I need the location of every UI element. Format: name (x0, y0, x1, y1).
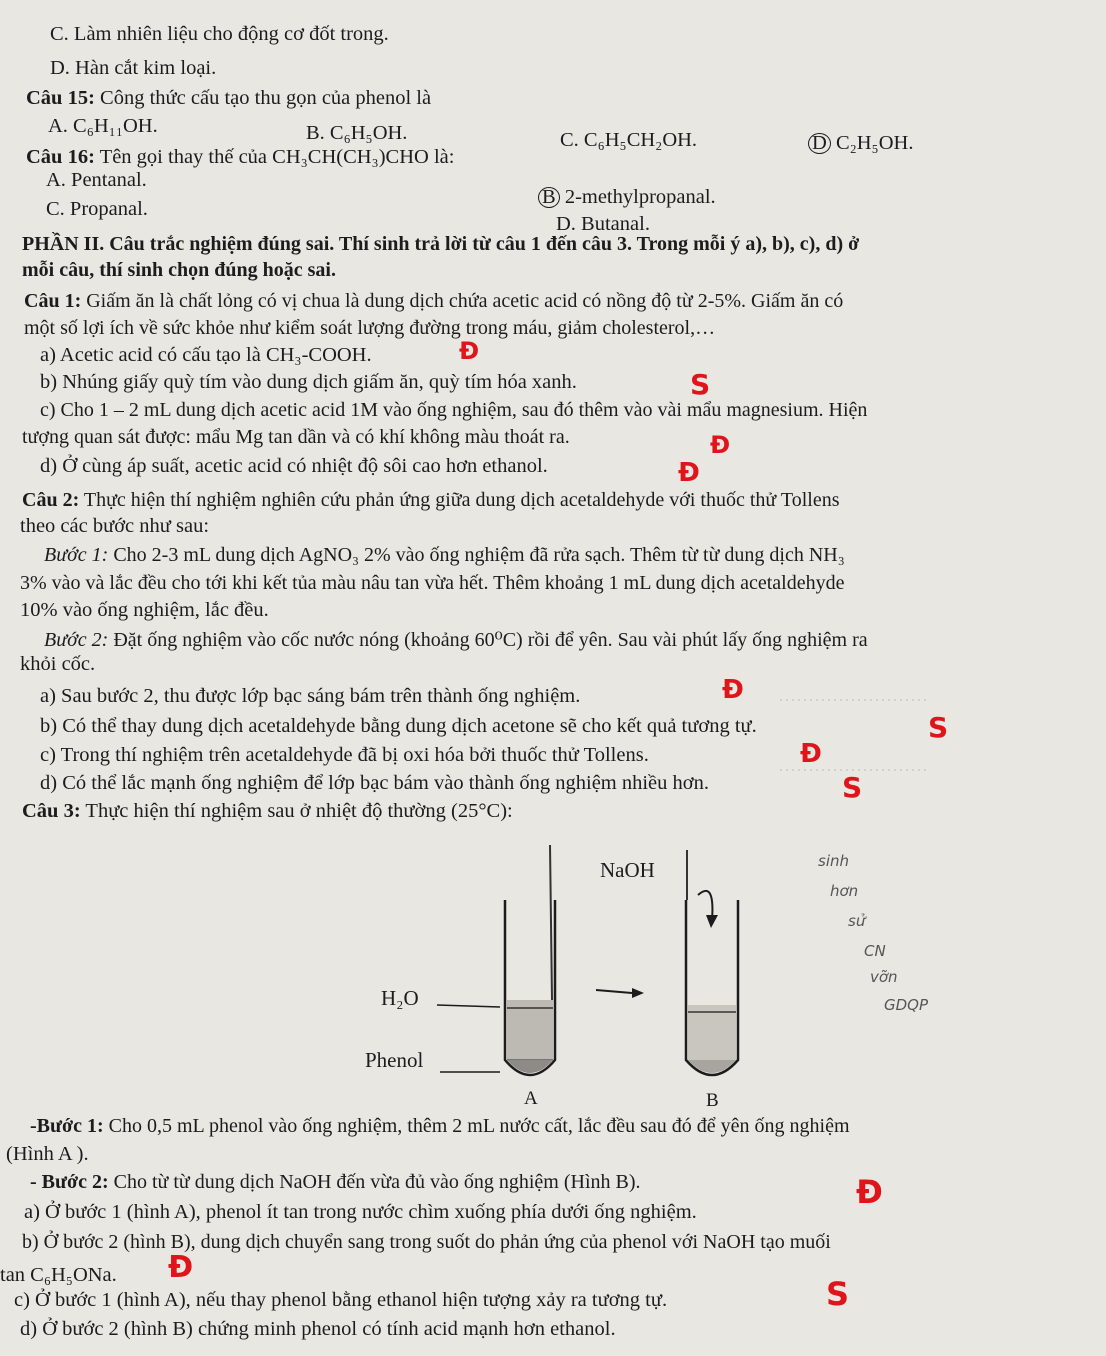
tube-b-liquid (688, 1005, 736, 1060)
phenol-label: Phenol (365, 1048, 424, 1072)
q15-d-circled: D (808, 133, 831, 154)
option-d-line: D. Hàn cắt kim loại. (50, 57, 217, 79)
c2-statement-a: a) Sau bước 2, thu được lớp bạc sáng bám trên thành ống nghiệm. (40, 685, 581, 707)
tube-a-liquid (507, 1000, 553, 1060)
mark-c1b: S (690, 368, 711, 401)
c3-step-2-text: Cho từ từ dung dịch NaOH đến vừa đủ vào ống nghiệm (Hình B). (108, 1171, 641, 1193)
c3-text: Thực hiện thí nghiệm sau ở nhiệt độ thường (25°C): (80, 800, 513, 822)
c3-statement-b-cont: tan C₆H₅ONa. (0, 1264, 117, 1286)
margin-note-2: hơn (830, 882, 859, 900)
c1-statement-a: a) Acetic acid có cấu tạo là CH₃-COOH. (40, 344, 372, 366)
q15-option-b: B. C₆H₅OH. (306, 122, 408, 144)
mark-c1c: Đ (710, 431, 731, 459)
q16-b-circled: B (538, 187, 560, 208)
q15-option-c: C. C₆H₅CH₂OH. (560, 129, 698, 151)
mark-c2b: S (928, 711, 949, 744)
tube-b (686, 850, 738, 1075)
mark-c1a: Đ (459, 337, 480, 365)
margin-note-6: GDQP (884, 996, 929, 1014)
c3-statement-a: a) Ở bước 1 (hình A), phenol ít tan trong nước chìm xuống phía dưới ống nghiệm. (24, 1201, 697, 1223)
c1-label: Câu 1: (24, 290, 82, 312)
tube-a-label: A (524, 1088, 538, 1109)
c1-stem-cont: một số lợi ích về sức khỏe như kiểm soát lượng đường trong máu, giảm cholesterol,… (24, 317, 716, 339)
margin-note-5: vỡn (870, 968, 898, 986)
c2-statement-d: d) Có thể lắc mạnh ống nghiệm để lớp bạc bám vào thành ống nghiệm nhiều hơn. (40, 772, 709, 794)
mark-c3b: Đ (168, 1250, 194, 1285)
mark-c3c: S (826, 1275, 850, 1313)
c3-step-1-label: -Bước 1: (30, 1115, 104, 1137)
step-1-cont-2: 10% vào ống nghiệm, lắc đều. (20, 599, 269, 621)
c3-statement-d: d) Ở bước 2 (hình B) chứng minh phenol có tính acid mạnh hơn ethanol. (20, 1318, 616, 1340)
c3-step-1 (30, 1114, 850, 1138)
mark-c3a: Đ (856, 1173, 883, 1211)
q15-d-text: C₂H₅OH. (835, 132, 914, 154)
c1-statement-d: d) Ở cùng áp suất, acetic acid có nhiệt độ sôi cao hơn ethanol. (40, 455, 548, 477)
c3-step-1-cont: (Hình A ). (6, 1143, 89, 1165)
mark-c2a: Đ (722, 675, 744, 705)
mark-c1d: Đ (678, 458, 700, 488)
step-2-text: Đặt ống nghiệm vào cốc nước nóng (khoảng 60⁰C) rồi để yên. Sau vài phút lấy ống nghiệm ra (108, 629, 868, 651)
h2o-label: H₂O (381, 986, 419, 1010)
naoh-label: NaOH (600, 858, 655, 882)
part2-heading: PHẦN II. Câu trắc nghiệm đúng sai. Thí sinh trả lời từ câu 1 đến câu 3. Trong mỗi ý a), b), c), d) ở (22, 233, 860, 255)
step-2-label: Bước 2: (44, 629, 109, 651)
c1-statement-c: c) Cho 1 – 2 mL dung dịch acetic acid 1M vào ống nghiệm, sau đó thêm vào vài mẩu magnesium. Hiện (40, 399, 868, 421)
question-16-text: Tên gọi thay thế của CH₃CH(CH₃)CHO là: (94, 146, 455, 168)
reaction-arrow (596, 990, 632, 993)
tube-a (505, 845, 555, 1075)
c2-stem-cont: theo các bước như sau: (20, 515, 210, 537)
question-15-label: Câu 15: (26, 87, 95, 109)
q16-b-text: 2-methylpropanal. (564, 186, 716, 208)
c2-statement-c: c) Trong thí nghiệm trên acetaldehyde đã bị oxi hóa bởi thuốc thử Tollens. (40, 744, 649, 766)
c1-statement-b: b) Nhúng giấy quỳ tím vào dung dịch giấm ăn, quỳ tím hóa xanh. (40, 371, 577, 393)
question-16-label: Câu 16: (26, 146, 95, 168)
c3-step-2-label: - Bước 2: (30, 1171, 109, 1193)
margin-note-3: sử (848, 912, 866, 930)
step-1-cont: 3% vào và lắc đều cho tới khi kết tủa màu nâu tan vừa hết. Thêm khoảng 1 mL dung dịch acetaldehyde (20, 572, 845, 594)
option-c-line: C. Làm nhiên liệu cho động cơ đốt trong. (50, 23, 389, 45)
mark-c2c: Đ (800, 739, 822, 769)
c3-step-2 (30, 1170, 641, 1194)
margin-note-4: CN (864, 942, 886, 960)
step-1-label: Bước 1: (44, 544, 109, 566)
c2-label: Câu 2: (22, 489, 80, 511)
c3-statement-b: b) Ở bước 2 (hình B), dung dịch chuyển sang trong suốt do phản ứng của phenol với NaOH tạo muối (22, 1231, 831, 1253)
question-15-text: Công thức cấu tạo thu gọn của phenol là (94, 87, 432, 109)
c2-text: Thực hiện thí nghiệm nghiên cứu phản ứng giữa dung dịch acetaldehyde với thuốc thử Tollens (79, 489, 840, 511)
c3-step-1-text: Cho 0,5 mL phenol vào ống nghiệm, thêm 2 mL nước cất, lắc đều sau đó để yên ống nghiệm (103, 1115, 850, 1137)
step-1-text: Cho 2-3 mL dung dịch AgNO₃ 2% vào ống nghiệm đã rửa sạch. Thêm từ từ dung dịch NH₃ (108, 544, 845, 566)
step-2-cont: khỏi cốc. (20, 653, 96, 675)
q16-option-c: C. Propanal. (46, 198, 148, 220)
c3-statement-c: c) Ở bước 1 (hình A), nếu thay phenol bằng ethanol hiện tượng xảy ra tương tự. (14, 1289, 668, 1311)
c3-label: Câu 3: (22, 800, 81, 822)
q16-option-d: D. Butanal. (556, 213, 650, 235)
part2-heading-cont: mỗi câu, thí sinh chọn đúng hoặc sai. (22, 259, 336, 281)
tube-b-label: B (706, 1090, 719, 1111)
margin-note-1: sinh (818, 852, 849, 870)
mark-c2d: S (842, 771, 863, 804)
c1-text: Giấm ăn là chất lỏng có vị chua là dung dịch chứa acetic acid có nồng độ từ 2-5%. Giấm ăn có (81, 290, 844, 312)
c1-statement-c-cont: tượng quan sát được: mẩu Mg tan dần và có khí không màu thoát ra. (22, 426, 570, 448)
c2-statement-b: b) Có thể thay dung dịch acetaldehyde bằng dung dịch acetone sẽ cho kết quả tương tự. (40, 715, 757, 737)
tube-a-rod (550, 845, 552, 1000)
q16-option-a: A. Pentanal. (46, 169, 147, 191)
q15-option-a: A. C₆H₁₁OH. (48, 115, 158, 137)
